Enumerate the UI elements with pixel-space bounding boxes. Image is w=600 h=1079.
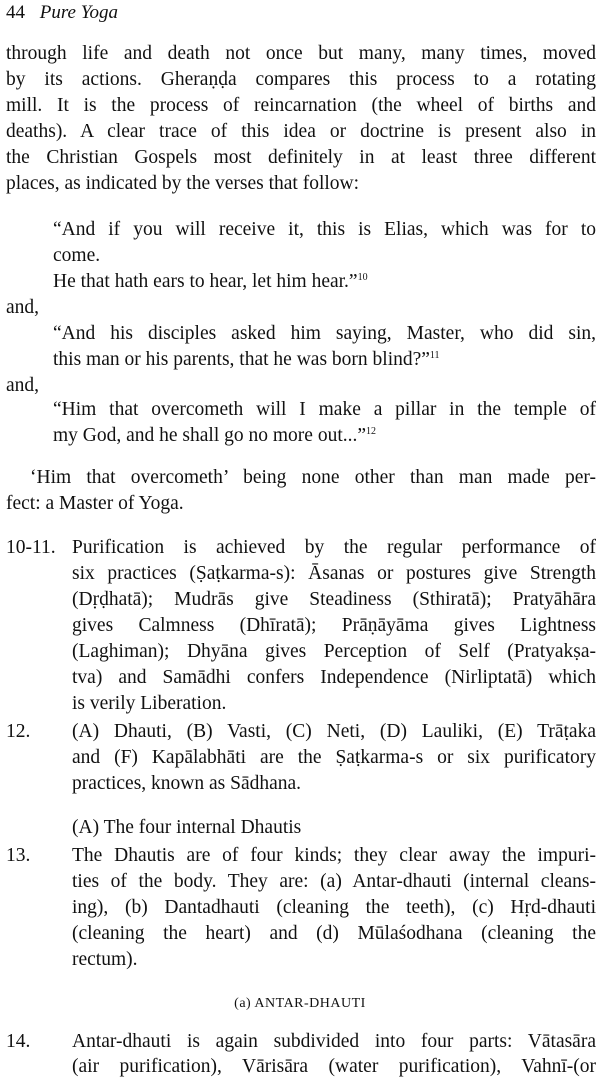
running-header	[6, 2, 118, 24]
page-number: 44	[6, 2, 25, 23]
text-line: tva) and Samādhi confers Independence (Nirliptatā) which	[72, 667, 596, 688]
text-line: Purification is achieved by the regular performance of	[72, 537, 596, 558]
text-line: fect: a Master of Yoga.	[6, 493, 184, 514]
text-line: the Christian Gospels most definitely in at least three different	[6, 147, 596, 168]
text-line: mill. It is the process of reincarnation (the wheel of births and	[6, 95, 596, 116]
quote-text: my God, and he shall go no more out...”	[53, 425, 367, 446]
connector-text: and,	[6, 297, 40, 318]
verse-number: 14.	[6, 1031, 31, 1052]
text-line: rectum).	[72, 949, 138, 970]
verse-number: 10-11.	[6, 537, 56, 558]
text-line: is verily Liberation.	[72, 693, 227, 714]
text-line: (cleaning the heart) and (d) Mūlaśodhana (cleaning the	[72, 923, 596, 944]
footnote-ref: 10	[357, 272, 368, 283]
quote-line: “Him that overcometh will I make a pillar in the temple of	[53, 399, 596, 420]
quote-text: He that hath ears to hear, let him hear.”	[53, 271, 358, 292]
text-line: six practices (Ṣaṭkarma-s): Āsanas or postures give Strength	[72, 563, 596, 584]
text-line: (air purification), Vārisāra (water purification), Vahnī-(or	[72, 1056, 596, 1077]
subheading: (A) The four internal Dhautis	[72, 817, 302, 838]
text-line: (A) Dhauti, (B) Vasti, (C) Neti, (D) Lauliki, (E) Trāṭaka	[72, 721, 596, 742]
section-heading-title: ANTAR-DHAUTI	[254, 996, 366, 1011]
text-line: deaths). A clear trace of this idea or doctrine is present also in	[6, 121, 596, 142]
text-line: practices, known as Sādhana.	[72, 773, 302, 794]
text-line: The Dhautis are of four kinds; they clear away the impuri-	[72, 845, 596, 866]
verse-number: 12.	[6, 721, 31, 742]
text-line: and (F) Kapālabhāti are the Ṣaṭkarma-s or six purificatory	[72, 747, 596, 768]
text-line: ‘Him that overcometh’ being none other than man made per-	[30, 467, 596, 488]
footnote-ref: 11	[429, 350, 440, 361]
connector-text: and,	[6, 375, 40, 396]
quote-line: “And his disciples asked him saying, Master, who did sin,	[53, 323, 596, 344]
section-heading-prefix: (a)	[234, 996, 255, 1011]
text-line: ties of the body. They are: (a) Antar-dhauti (internal cleans-	[72, 871, 596, 892]
text-line: places, as indicated by the verses that follow:	[6, 173, 360, 194]
quote-line	[53, 348, 440, 372]
running-title: Pure Yoga	[39, 2, 119, 23]
text-line: gives Calmness (Dhīratā); Prāṇāyāma gives Lightness	[72, 615, 596, 636]
text-line: (Dṛḍhatā); Mudrās give Steadiness (Sthiratā); Pratyāhāra	[72, 589, 596, 610]
quote-line	[53, 424, 376, 448]
section-heading	[0, 990, 600, 1016]
text-line: through life and death not once but many, many times, moved	[6, 43, 596, 64]
verse-number: 13.	[6, 845, 31, 866]
quote-text: this man or his parents, that he was born blind?”	[53, 349, 430, 370]
text-line: ing), (b) Dantadhauti (cleaning the teeth), (c) Hṛd-dhauti	[72, 897, 596, 918]
quote-line: come.	[53, 245, 101, 266]
quote-line: “And if you will receive it, this is Elias, which was for to	[53, 219, 596, 240]
text-line: Antar-dhauti is again subdivided into four parts: Vātasāra	[72, 1031, 596, 1052]
quote-line	[53, 270, 368, 294]
text-line: (Laghiman); Dhyāna gives Perception of Self (Pratyakṣa-	[72, 641, 596, 662]
footnote-ref: 12	[366, 426, 377, 437]
text-line: by its actions. Gheraṇḍa compares this process to a rotating	[6, 69, 596, 90]
